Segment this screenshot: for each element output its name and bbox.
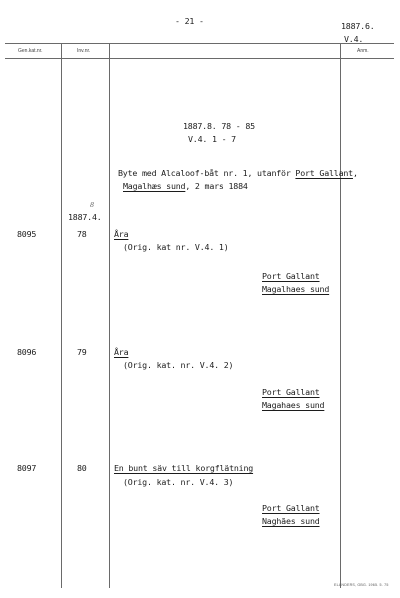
entry-original-catalog-number: (Orig. kat. nr. V.4. 2) (123, 360, 234, 370)
description-prefix: Byte med Alcaloof-båt nr. 1, utanför (118, 168, 296, 178)
entry-inv-nr: 78 (77, 229, 87, 239)
catalog-reference-year: 1887.6. (341, 21, 375, 31)
description-comma: , (352, 168, 358, 178)
description-line2-place: Magalhæs sund (123, 181, 186, 191)
entry-title: Åra (114, 229, 129, 239)
entry-place-sound: Magalhaes sund (262, 284, 330, 294)
column-header-inv-nr: Inv.nr. (77, 48, 91, 54)
description-line2-rest: , 2 mars 1884 (185, 181, 248, 191)
series-range: V.4. 1 - 7 (188, 134, 236, 144)
entry-place-name: Port Gallant (262, 387, 320, 397)
entry-gen-kat-nr: 8095 (17, 229, 37, 239)
column-divider-1 (61, 43, 62, 588)
table-header-rule (5, 58, 394, 59)
entry-inv-nr: 79 (77, 347, 87, 357)
accession-range: 1887.8. 78 - 85 (183, 121, 255, 131)
group-label: 1887.4. (68, 212, 102, 222)
entry-inv-nr: 80 (77, 463, 87, 473)
printer-imprint: ELANDERS, GBG. 1965. 5. 75 (334, 583, 389, 587)
table-top-rule (5, 43, 394, 44)
entry-place-name: Port Gallant (262, 503, 320, 513)
page-number: - 21 - (175, 16, 204, 26)
entry-original-catalog-number: (Orig. kat. nr. V.4. 3) (123, 477, 234, 487)
entry-title: Åra (114, 347, 129, 357)
entry-gen-kat-nr: 8097 (17, 463, 37, 473)
column-divider-3 (340, 43, 341, 588)
description-place: Port Gallant (295, 168, 353, 178)
acquisition-description-line1 (118, 168, 358, 178)
handwritten-note: 8 (90, 201, 95, 209)
column-header-anm: Anm. (357, 48, 369, 54)
acquisition-description-line2 (123, 181, 248, 191)
entry-place-sound: Magahaes sund (262, 400, 325, 410)
entry-gen-kat-nr: 8096 (17, 347, 37, 357)
entry-title: En bunt säv till korgflätning (114, 463, 254, 473)
column-header-gen-kat-nr: Gen.kat.nr. (18, 48, 43, 54)
entry-place-name: Port Gallant (262, 271, 320, 281)
column-divider-2 (109, 43, 110, 588)
catalog-reference-series: V.4. (344, 34, 364, 44)
entry-place-sound: Naghães sund (262, 516, 320, 526)
entry-original-catalog-number: (Orig. kat nr. V.4. 1) (123, 242, 229, 252)
